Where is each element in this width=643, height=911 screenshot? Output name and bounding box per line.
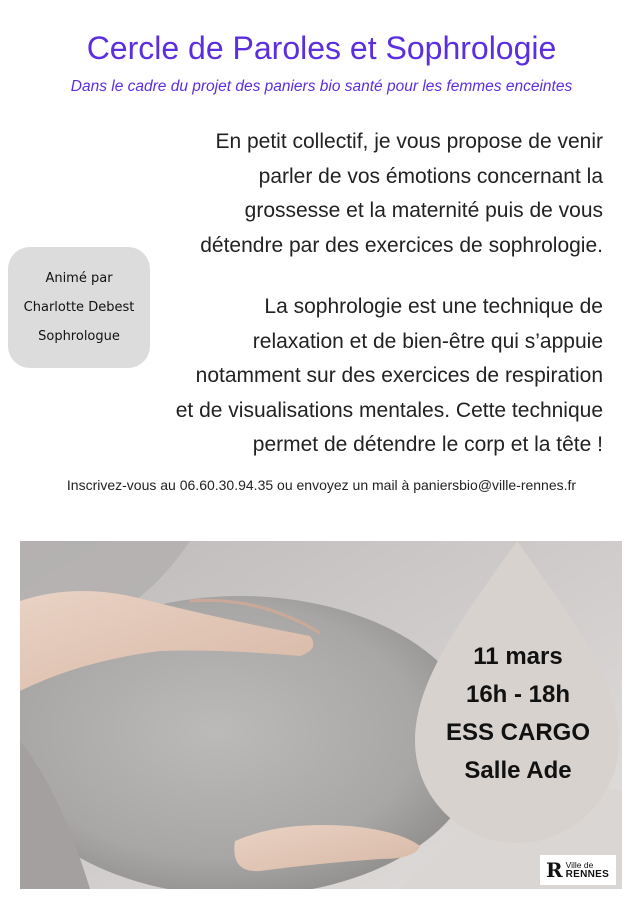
host-intro: Animé par [45, 271, 113, 286]
poster-title: Cercle de Paroles et Sophrologie [86, 30, 557, 66]
intro-paragraph [133, 125, 603, 263]
ville-de-rennes-logo [540, 855, 616, 885]
event-room: Salle Ade [464, 757, 572, 784]
description-line: La sophrologie est une technique de [264, 295, 603, 318]
intro-line: parler de vos émotions concernant la [258, 164, 603, 188]
event-date: 11 mars [473, 643, 563, 670]
intro-line: détendre par des exercices de sophrologie. [200, 233, 603, 257]
signup-info: Inscrivez-vous au 06.60.30.94.35 ou envoyez un mail à paniersbio@ville-rennes.fr [66, 477, 577, 493]
rennes-r-icon: R [546, 858, 563, 882]
event-details [428, 638, 608, 790]
logo-text [566, 861, 609, 879]
description-line: et de visualisations mentales. Cette technique [175, 398, 603, 422]
description-line: notamment sur des exercices de respiration [195, 364, 603, 387]
description-line: relaxation et de bien-être qui s’appuie [252, 329, 603, 353]
host-name: Charlotte Debest [23, 300, 135, 315]
intro-line: En petit collectif, je vous propose de venir [215, 130, 603, 153]
intro-line: grossesse et la maternité puis de vous [244, 199, 603, 222]
description-paragraph [83, 290, 603, 463]
event-place: ESS CARGO [445, 719, 591, 746]
logo-line2: RENNES [565, 869, 610, 880]
logo-line1: Ville de [565, 860, 594, 870]
description-line: permet de détendre le corp et la tête ! [252, 433, 603, 456]
poster-subtitle: Dans le cadre du projet des paniers bio santé pour les femmes enceintes [70, 78, 573, 95]
host-role: Sophrologue [38, 329, 120, 344]
event-time: 16h - 18h [465, 681, 571, 708]
